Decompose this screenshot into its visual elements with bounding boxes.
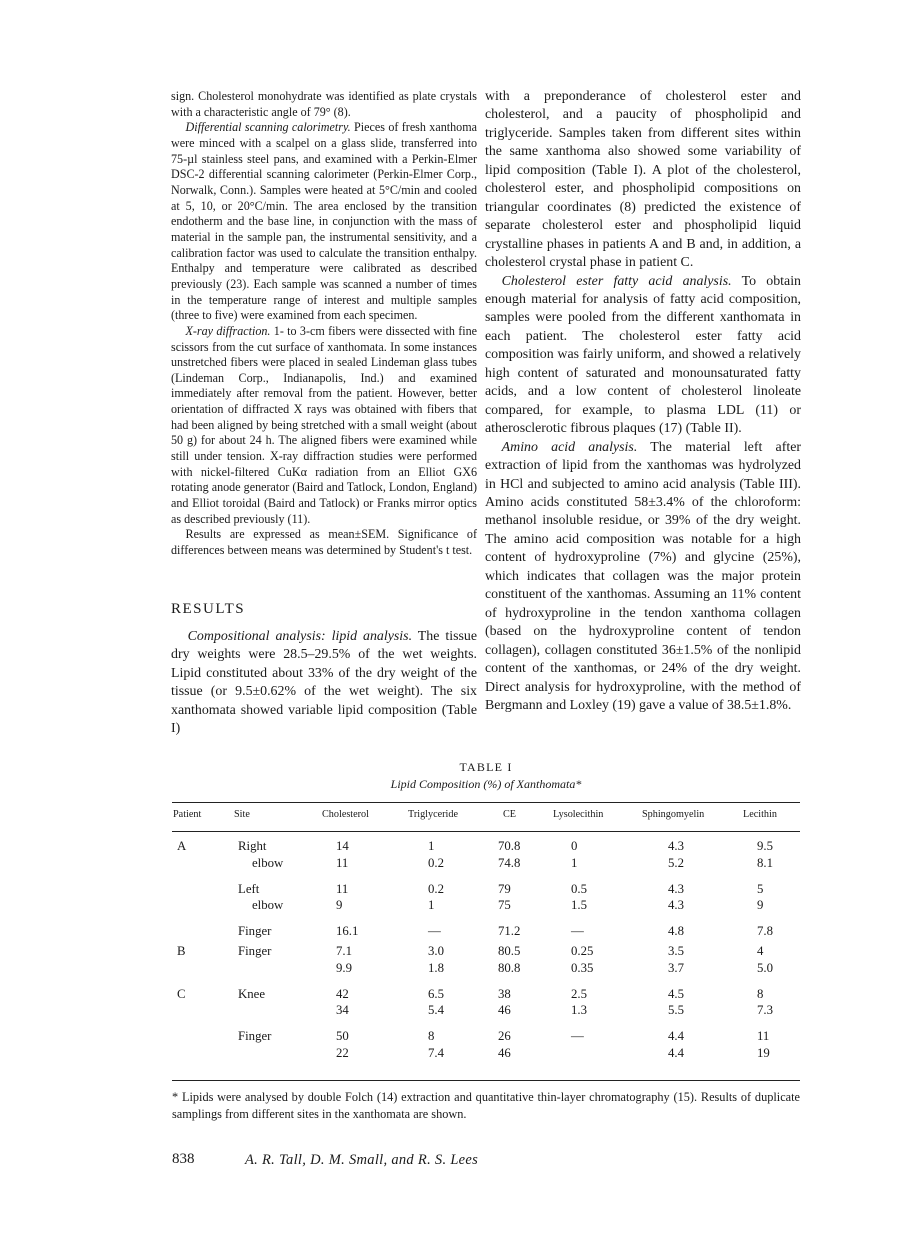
value-cell: 79 [498,881,511,896]
value-cell: 1.8 [428,960,444,975]
value-cell: 1 [428,839,435,853]
paragraph-body: The material left after extraction of lipid from the xanthomas was hydrolyzed in HCl and subjected to amino acid analysis (Table III). Amino acids constituted 58±3.4% of the chloroform: methanol insoluble residue, or 39% of the dry weight. The amino acid composition was notable for a high content of hydroxyproline (7%) and glycine (25%), which indicates that collagen was the major protein constituent of the xanthomas. Assuming an 11% content of hydroxyproline in the tendon xanthoma collagen (based on the hydroxyproline content of tendon collagen), collagen constituted 36±1.5% of the nonlipid content of the xanthomas, or 24% of the dry weight. Direct analysis for hydroxyproline, with the method of Bergmann and Loxley (19) gave a value of 38.5±1.8%. [485,439,801,713]
site-cell: elbow [252,855,284,870]
value-cell: — [571,1029,584,1044]
paragraph-lead: Cholesterol ester fatty acid analysis. [501,273,732,289]
page-number: 838 [172,1151,195,1167]
running-authors: A. R. Tall, D. M. Small, and R. S. Lees [245,1152,479,1168]
value-cell: 4.3 [668,881,684,896]
site-cell: Finger [238,924,272,939]
table-row [172,839,800,856]
value-cell: 4.8 [668,924,684,939]
value-cell: 4.4 [668,1045,684,1060]
results-text-right [485,88,801,715]
value-cell: 5.0 [757,960,773,975]
table-row [172,1003,800,1020]
value-cell: 50 [336,1029,349,1044]
value-cell: 5.4 [428,1003,444,1018]
column-header: CE [503,809,517,820]
value-cell: 5.5 [668,1003,684,1018]
table-header-rule [172,831,800,832]
value-cell: 26 [498,1029,511,1044]
value-cell: 38 [498,986,511,1001]
value-cell: 4.3 [668,898,684,913]
value-cell: 8.1 [757,855,773,870]
site-cell: Knee [238,986,265,1001]
value-cell: 9.9 [336,960,352,975]
value-cell: 71.2 [498,924,521,939]
column-header: Lysolecithin [553,809,604,820]
value-cell: 7.1 [336,943,352,958]
paragraph-body: Pieces of fresh xanthoma were minced with a scalpel on a glass slide, transferred into 75-µl stainless steel pans, and examined with a Perkin-Elmer DSC-2 differential scanning calorimeter (Perkin-Elmer Corp., Norwalk, Conn.). Samples were heated at 5°C/min and cooled at 5, 10, or 20°C/min. The area enclosed by the transition endotherm and the base line, in conjunction with the mass of material in the sample pan, the instrumental sensitivity, and a calibration factor was used to calculate the transition enthalpy. Enthalpy and temperature were calibrated as described previously (23). Each sample was scanned a number of times in the temperature range of interest and multiple samples (three to five) were examined from each specimen. [171,120,477,323]
paragraph-body: Results are expressed as mean±SEM. Significance of differences between means was determined by Student's t test. [171,527,477,558]
value-cell: 5 [757,881,764,896]
site-cell: Right [238,839,267,853]
paragraph [171,120,477,324]
patient-cell: A [177,839,187,853]
value-cell: 0.35 [571,960,594,975]
value-cell: 46 [498,1003,511,1018]
table-body [172,839,800,1063]
table-top-rule [172,802,800,803]
value-cell: 1 [571,855,578,870]
column-header: Patient [173,809,202,820]
value-cell: 4.5 [668,986,684,1001]
value-cell: 5.2 [668,855,684,870]
paragraph-lead: Compositional analysis: lipid analysis. [187,629,413,644]
value-cell: 9 [757,898,764,913]
value-cell: 14 [336,839,349,853]
site-cell: Left [238,881,260,896]
table-row [172,924,800,941]
value-cell: 3.7 [668,960,684,975]
value-cell: 11 [336,855,349,870]
value-cell: — [571,924,584,939]
value-cell: 8 [428,1029,435,1044]
value-cell: 34 [336,1003,349,1018]
paragraph-body: with a preponderance of cholesterol ester and cholesterol, and a paucity of phospholipid and triglyceride. Samples taken from different sites within the same xanthoma also showed some variability of lipid composition (Table I). A plot of the cholesterol, cholesterol ester, and phospholipid compositions on triangular coordinates (8) predicted the existence of separate cholesterol ester and phospholipid liquid crystalline phases in patients A and B and, in addition, a cholesterol crystal phase in patient C. [485,89,801,271]
value-cell: 0.2 [428,881,444,896]
paragraph-body: To obtain enough material for analysis of fatty acid composition, samples were pooled from the different xanthomata in each patient. The cholesterol ester fatty acid composition was fairly uniform, and showed a relatively high content of saturated and monounsaturated fatty acids, and a low content of cholesterol linoleate compared, for example, to plasma LDL (11) or atherosclerotic fibrous plaques (17) (Table II). [485,273,801,437]
value-cell: 11 [336,881,349,896]
results-heading: RESULTS [171,601,246,617]
column-header: Cholesterol [322,809,369,820]
table-row [172,882,800,899]
value-cell: 11 [757,1029,770,1044]
value-cell: 9 [336,898,343,913]
paragraph [171,628,477,738]
value-cell: 7.8 [757,924,773,939]
value-cell: 46 [498,1045,511,1060]
paragraph-body: sign. Cholesterol monohydrate was identified as plate crystals with a characteristic angle of 79° (8). [171,89,477,119]
value-cell: 0.5 [571,881,587,896]
value-cell: 4.3 [668,839,684,853]
methods-text [171,89,477,559]
value-cell: 22 [336,1045,349,1060]
value-cell: 4.4 [668,1029,684,1044]
table-row [172,898,800,915]
value-cell: 1.5 [571,898,587,913]
patient-cell: B [177,943,186,958]
value-cell: 42 [336,986,349,1001]
paragraph [171,89,477,120]
value-cell: — [428,924,441,939]
paragraph [171,527,477,558]
paragraph [171,324,477,528]
paragraph [485,273,801,439]
value-cell: 6.5 [428,986,444,1001]
value-cell: 0.2 [428,855,444,870]
table-row [172,1046,800,1063]
table-footnote: * Lipids were analysed by double Folch (14) extraction and quantitative thin-layer chromatography (15). Results of duplicate samplings from different sites in the xanthomata are shown. [172,1090,800,1121]
table-row [172,961,800,978]
table-row [172,856,800,873]
value-cell: 1 [428,898,435,913]
value-cell: 3.5 [668,943,684,958]
table-bottom-rule [172,1080,800,1081]
paragraph-body: The tissue dry weights were 28.5–29.5% of the wet weights. Lipid constituted about 33% of the dry weight of the tissue (or 9.5±0.62% of the wet weight). The six xanthomata showed variable lipid composition (Table I) [171,629,478,737]
paragraph-lead: Amino acid analysis. [501,439,638,455]
paragraph-lead: X-ray diffraction. [185,323,271,338]
value-cell: 75 [498,898,511,913]
value-cell: 19 [757,1045,770,1060]
table-row [172,1029,800,1046]
column-header: Triglyceride [408,809,458,820]
value-cell: 3.0 [428,943,444,958]
paragraph [485,88,801,273]
table-title: Lipid Composition (%) of Xanthomata* [390,777,582,791]
value-cell: 1.3 [571,1003,587,1018]
table-header [172,809,800,825]
value-cell: 80.5 [498,943,521,958]
value-cell: 7.3 [757,1003,773,1018]
site-cell: Finger [238,1029,272,1044]
site-cell: Finger [238,943,272,958]
patient-cell: C [177,986,186,1001]
value-cell: 8 [757,986,764,1001]
table-row [172,944,800,961]
value-cell: 2.5 [571,986,587,1001]
value-cell: 0.25 [571,943,594,958]
paragraph [485,439,801,716]
value-cell: 0 [571,839,578,853]
value-cell: 4 [757,943,764,958]
value-cell: 70.8 [498,839,521,853]
value-cell: 9.5 [757,839,773,853]
value-cell: 16.1 [336,924,359,939]
results-text-left [171,628,477,738]
value-cell: 7.4 [428,1045,444,1060]
paragraph-lead: Differential scanning calorimetry. [185,120,351,135]
value-cell: 74.8 [498,855,521,870]
table-row [172,987,800,1004]
paragraph-body: 1- to 3-cm fibers were dissected with fine scissors from the cut surface of xanthomata. In some instances unstretched fibers were placed in sealed Lindeman glass tubes (Lindeman Corp., Indianapolis, Ind.) and examined immediately after removal from the patient. However, better orientation of diffracted X rays was obtained with fibers that had been aligned by being stretched with a small weight (about 50 g) for about 24 h. The aligned fibers were examined while still under tension. X-ray diffraction studies were performed with nickel-filtered CuKα radiation from an Elliot GX6 rotating anode generator (Baird and Tatlock, London, England) and Elliot toroidal (Baird and Tatlock) or Franks mirror optics as described previously (11). [171,323,477,526]
column-header: Site [234,809,250,820]
column-header: Sphingomyelin [642,809,705,820]
table-label: TABLE I [459,760,513,774]
column-header: Lecithin [743,809,777,820]
site-cell: elbow [252,898,284,913]
value-cell: 80.8 [498,960,521,975]
